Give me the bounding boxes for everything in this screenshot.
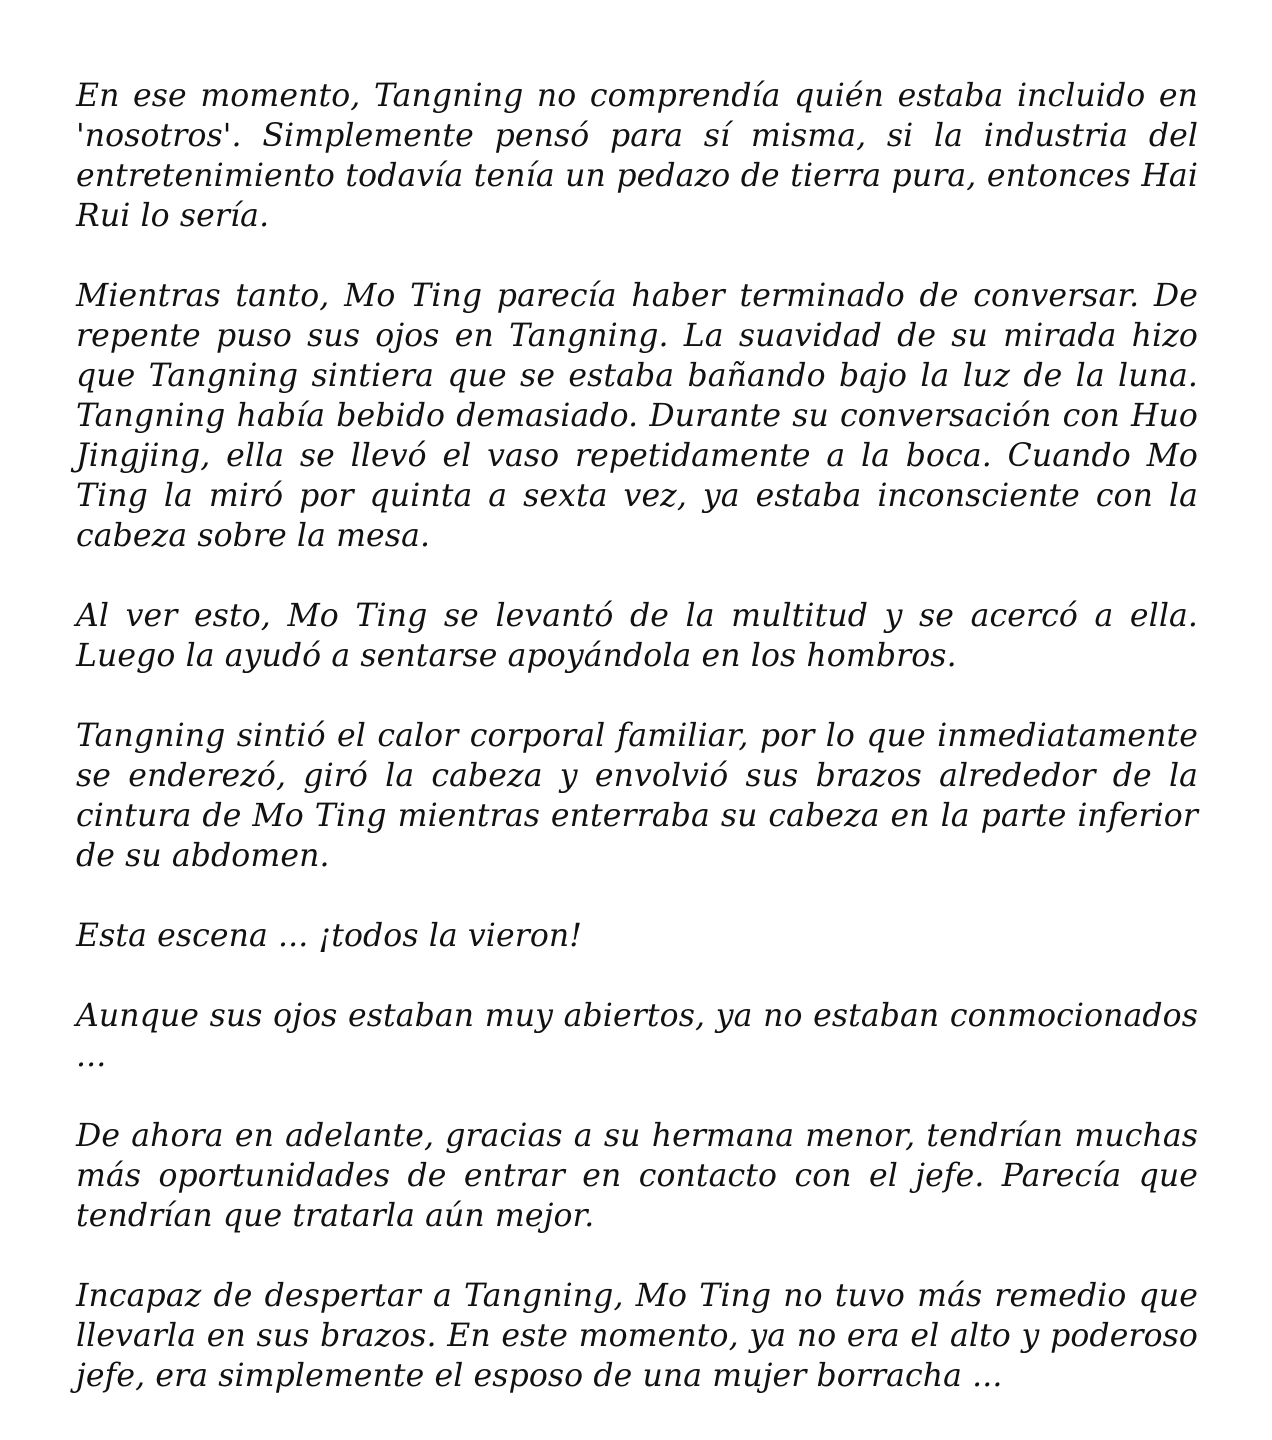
paragraph-6: Aunque sus ojos estaban muy abiertos, ya no estaban conmocionados ... [76, 998, 1198, 1074]
document-page [76, 76, 1198, 1396]
paragraph-5: Esta escena ... ¡todos la vieron! [76, 918, 583, 954]
paragraph-4: Tangning sintió el calor corporal familiar, por lo que inmediatamente se enderezó, giró la cabeza y envolvió sus brazos alrededor de la cintura de Mo Ting mientras enterraba su cabeza en la parte inferior de su abdomen. [76, 718, 1198, 874]
paragraph-8: Incapaz de despertar a Tangning, Mo Ting no tuvo más remedio que llevarla en sus brazos. En este momento, ya no era el alto y poderoso jefe, era simplemente el esposo de una mujer borracha ... [76, 1278, 1198, 1394]
paragraph-7: De ahora en adelante, gracias a su hermana menor, tendrían muchas más oportunidades de entrar en contacto con el jefe. Parecía que tendrían que tratarla aún mejor. [76, 1118, 1198, 1234]
paragraph-3: Al ver esto, Mo Ting se levantó de la multitud y se acercó a ella. Luego la ayudó a sentarse apoyándola en los hombros. [76, 598, 1198, 674]
paragraph-1: En ese momento, Tangning no comprendía quién estaba incluido en 'nosotros'. Simplemente pensó para sí misma, si la industria del entretenimiento todavía tenía un pedazo de tierra pura, entonces Hai Rui lo sería. [76, 78, 1198, 234]
paragraph-2: Mientras tanto, Mo Ting parecía haber terminado de conversar. De repente puso sus ojos en Tangning. La suavidad de su mirada hizo que Tangning sintiera que se estaba bañando bajo la luz de la luna. Tangning había bebido demasiado. Durante su conversación con Huo Jingjing, ella se llevó el vaso repetidamente a la boca. Cuando Mo Ting la miró por quinta a sexta vez, ya estaba inconsciente con la cabeza sobre la mesa. [76, 278, 1198, 554]
